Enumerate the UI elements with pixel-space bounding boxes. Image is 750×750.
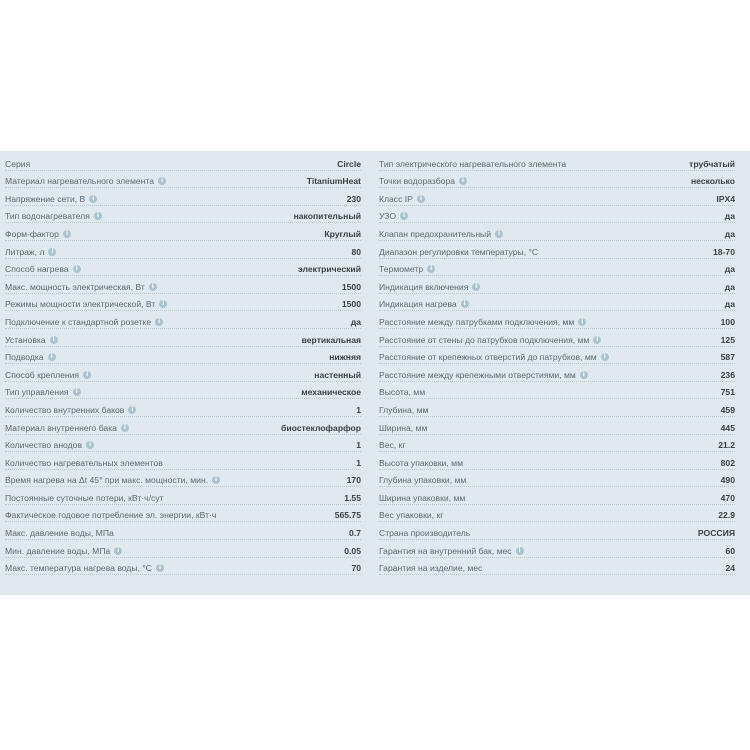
spec-label-text: Глубина, мм (379, 404, 429, 415)
spec-value: РОССИЯ (697, 528, 735, 539)
spec-row (5, 206, 361, 224)
info-icon[interactable]: i (73, 388, 81, 396)
spec-row (379, 329, 735, 347)
spec-label (5, 423, 281, 435)
spec-value: 230 (346, 193, 361, 204)
spec-label-text: Индикация включения (379, 281, 469, 292)
spec-value: 445 (720, 422, 735, 433)
spec-value: да (724, 228, 735, 239)
spec-value: 1 (356, 440, 361, 451)
spec-label (5, 528, 349, 540)
spec-value: 1500 (341, 299, 361, 310)
spec-label-text: Расстояние от стены до патрубков подключения, мм (379, 334, 590, 345)
spec-row (5, 241, 361, 259)
spec-label-text: Материал нагревательного элемента (5, 176, 155, 187)
spec-row (5, 329, 361, 347)
spec-label-text: Расстояние от крепежных отверстий до патрубков, мм (379, 352, 597, 363)
spec-value: 490 (720, 475, 735, 486)
spec-label-text: Расстояние между патрубками подключения, мм (379, 316, 575, 327)
spec-label-text: Вес, кг (379, 440, 406, 451)
spec-label-text: Способ нагрева (5, 264, 69, 275)
spec-value: 80 (351, 246, 361, 257)
spec-label (379, 282, 725, 294)
spec-label (5, 563, 351, 575)
spec-label-text: Гарантия на внутренний бак, мес (379, 545, 512, 556)
spec-value: нижняя (329, 352, 361, 363)
spec-row (379, 276, 735, 294)
spec-label-text: Клапан предохранительный (379, 228, 492, 239)
spec-value: биостеклофарфор (281, 422, 361, 433)
spec-value: электрический (297, 264, 361, 275)
spec-label (5, 440, 356, 452)
info-icon[interactable]: i (94, 212, 102, 220)
spec-label (5, 264, 298, 276)
spec-row (379, 487, 735, 505)
spec-label (379, 317, 721, 329)
spec-row (5, 223, 361, 241)
spec-value: механическое (301, 387, 361, 398)
spec-label-text: Макс. давление воды, МПа (5, 528, 114, 539)
spec-row (5, 171, 361, 189)
spec-label (379, 370, 721, 382)
spec-label (5, 335, 302, 347)
spec-label-text: Ширина упаковки, мм (379, 492, 466, 503)
spec-row (5, 417, 361, 435)
spec-value: несколько (690, 176, 735, 187)
spec-value: 70 (351, 563, 361, 574)
info-icon[interactable]: i (48, 248, 56, 256)
spec-value: да (724, 211, 735, 222)
spec-label (379, 405, 721, 417)
spec-label-text: Гарантия на изделие, мес (379, 563, 483, 574)
spec-row (379, 417, 735, 435)
spec-label (5, 458, 356, 470)
spec-label (5, 405, 356, 417)
spec-row (5, 558, 361, 576)
spec-label-text: Фактическое годовое потребление эл. энергии, кВт·ч (5, 510, 217, 521)
spec-value: Круглый (324, 228, 361, 239)
spec-row (379, 364, 735, 382)
spec-label (379, 194, 716, 206)
spec-label-text: Время нагрева на Δt 45° при макс. мощности, мин. (5, 475, 209, 486)
spec-row (379, 188, 735, 206)
spec-label (5, 282, 342, 294)
spec-label (379, 159, 689, 171)
spec-value: 751 (720, 387, 735, 398)
info-icon[interactable]: i (89, 195, 97, 203)
spec-row (5, 294, 361, 312)
spec-value: 18-70 (713, 246, 735, 257)
spec-value: 125 (720, 334, 735, 345)
spec-label (5, 387, 301, 399)
spec-row (379, 399, 735, 417)
info-icon[interactable]: i (48, 353, 56, 361)
spec-column-right (379, 153, 735, 575)
spec-label (379, 546, 725, 558)
spec-row (5, 435, 361, 453)
spec-label (5, 510, 335, 522)
spec-label-text: Диапазон регулировки температуры, °С (379, 246, 539, 257)
spec-label-text: Количество анодов (5, 440, 83, 451)
spec-label (5, 176, 307, 188)
spec-row (5, 188, 361, 206)
info-icon[interactable]: i (459, 177, 467, 185)
spec-row (5, 259, 361, 277)
info-icon[interactable]: i (128, 406, 136, 414)
spec-label-text: Вес упаковки, кг (379, 510, 444, 521)
spec-row (379, 171, 735, 189)
spec-value: 470 (720, 492, 735, 503)
spec-value: 459 (720, 404, 735, 415)
spec-label (379, 299, 725, 311)
spec-row (379, 470, 735, 488)
spec-value: вертикальная (301, 334, 361, 345)
spec-row (379, 540, 735, 558)
spec-label-text: Постоянные суточные потери, кВт·ч/сут (5, 492, 164, 503)
info-icon[interactable]: i (159, 300, 167, 308)
info-icon[interactable]: i (472, 283, 480, 291)
spec-row (379, 505, 735, 523)
spec-label-text: Установка (5, 334, 46, 345)
spec-value: 0.05 (344, 545, 361, 556)
info-icon[interactable]: i (580, 371, 588, 379)
spec-row (379, 382, 735, 400)
info-icon[interactable]: i (212, 476, 220, 484)
spec-value: настенный (314, 369, 361, 380)
spec-row (5, 522, 361, 540)
spec-label (379, 475, 721, 487)
spec-row (379, 311, 735, 329)
spec-label-text: Макс. температура нагрева воды, °С (5, 563, 152, 574)
spec-row (379, 153, 735, 171)
spec-row (379, 522, 735, 540)
spec-label-text: Подключение к стандартной розетке (5, 316, 152, 327)
spec-label-text: Тип водонагревателя (5, 211, 90, 222)
spec-label (379, 176, 691, 188)
spec-label (379, 211, 725, 223)
spec-row (5, 399, 361, 417)
info-icon[interactable]: i (461, 300, 469, 308)
spec-label (5, 159, 337, 171)
info-icon[interactable]: i (516, 547, 524, 555)
spec-row (5, 487, 361, 505)
spec-row (5, 470, 361, 488)
spec-label (379, 493, 721, 505)
spec-value: 802 (720, 457, 735, 468)
spec-column-left (5, 153, 361, 575)
spec-row (5, 382, 361, 400)
spec-value: 1.55 (344, 492, 361, 503)
info-icon[interactable]: i (601, 353, 609, 361)
spec-value: да (724, 281, 735, 292)
info-icon[interactable]: i (114, 547, 122, 555)
spec-row (5, 347, 361, 365)
spec-table (0, 151, 750, 595)
info-icon[interactable]: i (495, 230, 503, 238)
info-icon[interactable]: i (156, 564, 164, 572)
info-icon[interactable]: i (417, 195, 425, 203)
spec-value: 1 (356, 457, 361, 468)
info-icon[interactable]: i (400, 212, 408, 220)
spec-label-text: Термометр (379, 264, 424, 275)
spec-value: 236 (720, 369, 735, 380)
spec-row (379, 452, 735, 470)
spec-value: 24 (725, 563, 735, 574)
spec-value: 1 (356, 404, 361, 415)
spec-value: да (724, 299, 735, 310)
spec-row (379, 259, 735, 277)
spec-label (379, 563, 725, 575)
info-icon[interactable]: i (73, 265, 81, 273)
spec-row (5, 153, 361, 171)
spec-label (379, 423, 721, 435)
info-icon[interactable]: i (578, 318, 586, 326)
spec-label (379, 528, 698, 540)
spec-label (5, 247, 351, 259)
spec-label-text: Мин. давление воды, МПа (5, 545, 111, 556)
spec-label-text: Тип управления (5, 387, 69, 398)
spec-label (5, 475, 347, 487)
info-icon[interactable]: i (50, 336, 58, 344)
spec-label-text: УЗО (379, 211, 397, 222)
spec-value: 587 (720, 352, 735, 363)
spec-label-text: Расстояние между крепежными отверстиями, мм (379, 369, 576, 380)
spec-label-text: Класс IP (379, 193, 413, 204)
spec-label-text: Индикация нагрева (379, 299, 457, 310)
spec-label-text: Форм-фактор (5, 228, 59, 239)
spec-value: 170 (346, 475, 361, 486)
info-icon[interactable]: i (86, 441, 94, 449)
info-icon[interactable]: i (83, 371, 91, 379)
spec-label-text: Высота, мм (379, 387, 426, 398)
spec-value: TitaniumHeat (306, 176, 361, 187)
spec-label (5, 352, 329, 364)
spec-label (379, 229, 725, 241)
spec-value: 0.7 (349, 528, 361, 539)
spec-label-text: Материал внутреннего бака (5, 422, 117, 433)
spec-value: 60 (725, 545, 735, 556)
spec-label-text: Точки водоразбора (379, 176, 456, 187)
spec-row (5, 505, 361, 523)
spec-label-text: Тип электрического нагревательного элемента (379, 158, 567, 169)
spec-label (379, 440, 718, 452)
spec-label-text: Макс. мощность электрическая, Вт (5, 281, 145, 292)
spec-row (5, 540, 361, 558)
spec-label-text: Литраж, л (5, 246, 45, 257)
spec-label (379, 387, 721, 399)
info-icon[interactable]: i (121, 424, 129, 432)
spec-value: да (350, 316, 361, 327)
spec-value: 22.9 (718, 510, 735, 521)
spec-label-text: Количество нагревательных элементов (5, 457, 163, 468)
spec-label (379, 510, 718, 522)
spec-value: 565.75 (334, 510, 361, 521)
spec-label (379, 458, 721, 470)
spec-label-text: Подводка (5, 352, 44, 363)
spec-label (5, 493, 344, 505)
spec-label (5, 194, 347, 206)
spec-label (379, 352, 721, 364)
spec-label (5, 370, 314, 382)
spec-label-text: Количество внутренних баков (5, 404, 125, 415)
spec-row (379, 223, 735, 241)
spec-row (379, 558, 735, 576)
spec-label (379, 264, 725, 276)
spec-row (5, 311, 361, 329)
info-icon[interactable]: i (155, 318, 163, 326)
spec-value: Circle (337, 158, 361, 169)
spec-label (5, 211, 294, 223)
spec-label-text: Серия (5, 158, 31, 169)
spec-value: 1500 (341, 281, 361, 292)
spec-label-text: Глубина упаковки, мм (379, 475, 467, 486)
info-icon[interactable]: i (63, 230, 71, 238)
spec-label-text: Высота упаковки, мм (379, 457, 463, 468)
spec-value: IPX4 (716, 193, 735, 204)
spec-label-text: Способ крепления (5, 369, 80, 380)
info-icon[interactable]: i (149, 283, 157, 291)
info-icon[interactable]: i (593, 336, 601, 344)
spec-label-text: Режимы мощности электрической, Вт (5, 299, 156, 310)
spec-row (5, 276, 361, 294)
spec-row (5, 452, 361, 470)
spec-value: 100 (720, 316, 735, 327)
spec-row (379, 294, 735, 312)
spec-value: да (724, 264, 735, 275)
spec-value: накопительный (293, 211, 361, 222)
spec-label-text: Ширина, мм (379, 422, 428, 433)
info-icon[interactable]: i (158, 177, 166, 185)
spec-row (5, 364, 361, 382)
spec-label (5, 299, 342, 311)
spec-label (379, 247, 713, 259)
spec-row (379, 241, 735, 259)
spec-label (5, 317, 351, 329)
spec-label-text: Напряжение сети, В (5, 193, 86, 204)
info-icon[interactable]: i (427, 265, 435, 273)
spec-label-text: Страна производитель (379, 528, 471, 539)
spec-label (5, 229, 324, 241)
spec-row (379, 435, 735, 453)
spec-label (379, 335, 721, 347)
spec-label (5, 546, 344, 558)
spec-row (379, 206, 735, 224)
spec-value: 21.2 (718, 440, 735, 451)
spec-value: трубчатый (689, 158, 735, 169)
spec-row (379, 347, 735, 365)
